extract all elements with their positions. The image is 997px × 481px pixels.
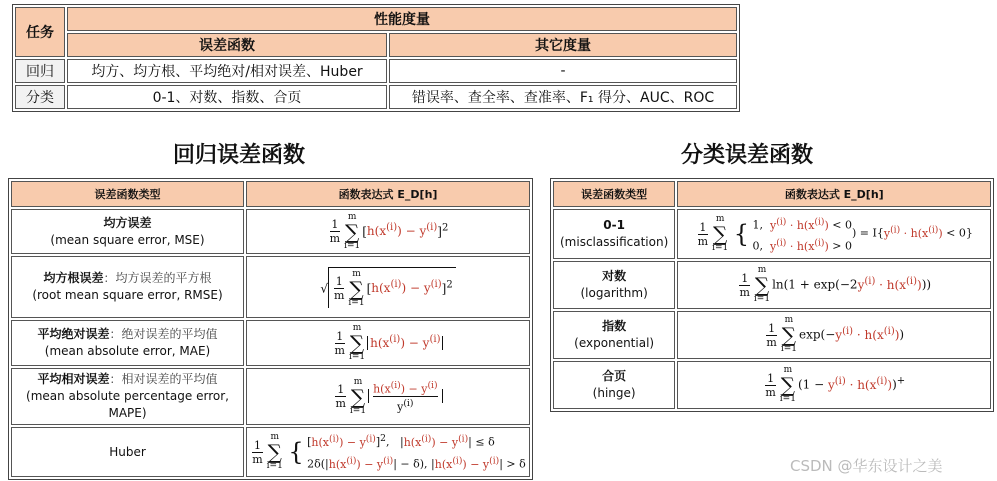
error-english: (mean absolute percentage error, MAPE) xyxy=(26,389,229,420)
error-name: 平均绝对误差 xyxy=(37,327,110,341)
error-name: 对数 xyxy=(602,269,627,283)
error-type-cell xyxy=(11,368,244,425)
regression-title: 回归误差函数 xyxy=(173,143,306,168)
perf-header: 性能度量 xyxy=(67,7,737,31)
formula-mape: $\frac{1}{m}$ m ∑ i=1 $\frac{h(x^{(i)}) - y^{(i)}}{y^{(i)}}$ xyxy=(246,368,530,425)
table-row xyxy=(553,361,991,409)
task-cell: 分类 xyxy=(15,85,65,109)
table-row xyxy=(11,209,530,254)
error-english: (root mean square error, RMSE) xyxy=(32,288,223,302)
other-metric-header: 其它度量 xyxy=(389,33,737,57)
error-name: 平均相对误差 xyxy=(37,372,110,386)
error-name: 指数 xyxy=(602,319,627,333)
type-header: 误差函数类型 xyxy=(553,181,675,207)
type-header: 误差函数类型 xyxy=(11,181,244,207)
summary-table xyxy=(12,4,740,112)
table-row xyxy=(15,59,737,83)
task-header: 任务 xyxy=(15,7,65,57)
error-name: 0-1 xyxy=(603,218,625,232)
error-desc: ：相对误差的平均值 xyxy=(109,372,218,386)
error-name: Huber xyxy=(109,444,146,459)
error-type-cell xyxy=(11,320,244,366)
formula-zero-one: $\frac{1}{m}$ m ∑ i=1 { 1, $y^{(i)} \cdot h(x^{(i)}) < 0$ 0, $y^{(i)} \cdot h(x^{(i)}) > 0) = I\{y^{(i)} \cdot h(x^{(i)}) < 0\}$ xyxy=(677,209,991,259)
error-english: (mean square error, MSE) xyxy=(50,232,205,247)
error-english: (exponential) xyxy=(574,336,655,350)
table-row xyxy=(11,368,530,425)
formula-exp: $\frac{1}{m}$ m ∑ i=1 $\exp(-y^{(i)} \cdot h(x^{(i)}))$ xyxy=(677,311,991,359)
error-english: (misclassification) xyxy=(560,235,669,249)
classification-table xyxy=(550,178,994,412)
table-row xyxy=(553,311,991,359)
error-english: (logarithm) xyxy=(580,286,648,300)
error-desc: ：绝对误差的平均值 xyxy=(109,327,218,341)
formula-log: $\frac{1}{m}$ m ∑ i=1 $\ln(1 + \exp(-2y^{(i)} \cdot h(x^{(i)})))$ xyxy=(677,261,991,309)
formula-header: 函数表达式 E_D[h] xyxy=(246,181,530,207)
classification-title: 分类误差函数 xyxy=(681,143,814,168)
error-type-cell xyxy=(553,209,675,259)
error-name: 均方误差 xyxy=(103,215,152,230)
error-type-cell xyxy=(11,256,244,318)
task-cell: 回归 xyxy=(15,59,65,83)
error-type-cell xyxy=(11,427,244,477)
table-row xyxy=(11,427,530,477)
formula-huber: $\frac{1}{m}$ m ∑ i=1 { $[h(x^{(i)}) - y^{(i)}]^2$, $|h(x^{(i)}) - y^{(i)}| \le \delta$ $2\delta(|h(x^{(i)}) - y^{(i)}| - \delta)$, $|h(x^{(i)}) - y^{(i)}| > \delta$ xyxy=(246,427,530,477)
error-type-cell xyxy=(553,261,675,309)
error-fn-cell: 0-1、对数、指数、合页 xyxy=(67,85,387,109)
table-row xyxy=(553,209,991,259)
error-name: 合页 xyxy=(602,369,627,383)
error-type-cell xyxy=(11,209,244,254)
watermark: CSDN @华东设计之美 xyxy=(790,457,943,475)
regression-table xyxy=(8,178,533,480)
error-fn-header: 误差函数 xyxy=(67,33,387,57)
formula-rmse: √ $\frac{1}{m}$ m ∑ i=1 $[h(x^{(i)}) - y^{(i)}]^2$ xyxy=(246,256,530,318)
table-row xyxy=(553,261,991,309)
table-row xyxy=(11,256,530,318)
error-type-cell xyxy=(553,311,675,359)
error-english: (mean absolute error, MAE) xyxy=(44,344,211,358)
error-fn-cell: 均方、均方根、平均绝对/相对误差、Huber xyxy=(67,59,387,83)
other-metric-cell: - xyxy=(389,59,737,83)
formula-mae: $\frac{1}{m}$ m ∑ i=1 $h(x^{(i)}) - y^{(i)}$ xyxy=(246,320,530,366)
formula-mse: $\frac{1}{m}$ m ∑ i=1 $[h(x^{(i)}) - y^{(i)}]^2$ xyxy=(246,209,530,254)
error-name: 均方根误差 xyxy=(43,271,104,285)
error-desc: ：均方误差的平方根 xyxy=(103,271,212,285)
other-metric-cell: 错误率、查全率、查准率、F₁ 得分、AUC、ROC xyxy=(389,85,737,109)
formula-header: 函数表达式 E_D[h] xyxy=(677,181,991,207)
error-type-cell xyxy=(553,361,675,409)
table-row xyxy=(11,320,530,366)
formula-hinge: $\frac{1}{m}$ m ∑ i=1 $(1 - y^{(i)} \cdot h(x^{(i)}))^+$ xyxy=(677,361,991,409)
table-row xyxy=(15,85,737,109)
error-english: (hinge) xyxy=(592,386,636,400)
